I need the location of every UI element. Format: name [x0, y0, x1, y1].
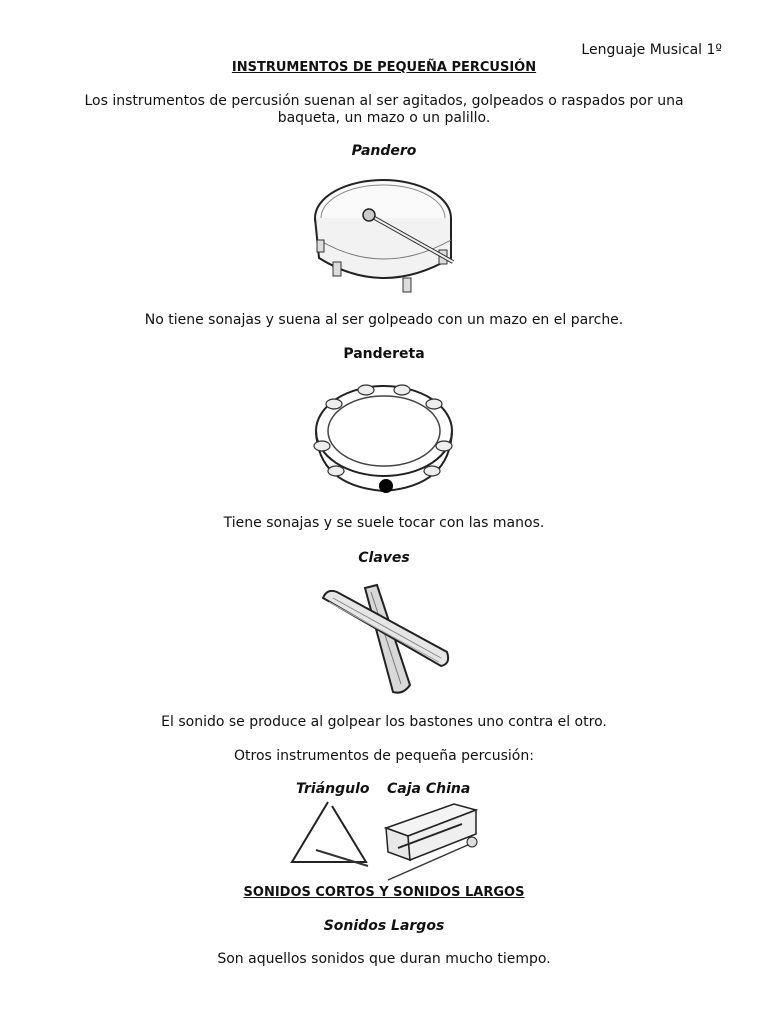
pandero-image — [305, 170, 465, 300]
page-title: INSTRUMENTOS DE PEQUEÑA PERCUSIÓN — [231, 60, 537, 75]
claves-image — [315, 580, 455, 698]
claves-description: El sonido se produce al golpear los bastones uno contra el otro. — [161, 714, 607, 730]
pandereta-heading: Pandereta — [343, 346, 425, 362]
pandero-description: No tiene sonajas y suena al ser golpeado con un mazo en el parche. — [144, 312, 624, 328]
pandereta-description: Tiene sonajas y se suele tocar con las manos. — [223, 515, 545, 531]
triangulo-heading: Triángulo — [296, 781, 370, 797]
caja-china-image — [384, 800, 484, 885]
caja-china-heading: Caja China — [387, 781, 471, 797]
claves-heading: Claves — [358, 550, 410, 566]
triangulo-image — [286, 800, 376, 870]
others-intro: Otros instrumentos de pequeña percusión: — [234, 748, 534, 764]
section2-description: Son aquellos sonidos que duran mucho tiempo. — [217, 951, 551, 967]
pandereta-image — [308, 376, 463, 501]
pandero-heading: Pandero — [351, 143, 417, 159]
section2-subtitle: Sonidos Largos — [323, 918, 445, 934]
intro-line-2: baqueta, un mazo o un palillo. — [277, 110, 491, 126]
intro-line-1: Los instrumentos de percusión suenan al ser agitados, golpeados o raspados por una — [84, 93, 684, 109]
section2-title: SONIDOS CORTOS Y SONIDOS LARGOS — [243, 885, 525, 900]
course-label: Lenguaje Musical 1º — [581, 42, 722, 58]
